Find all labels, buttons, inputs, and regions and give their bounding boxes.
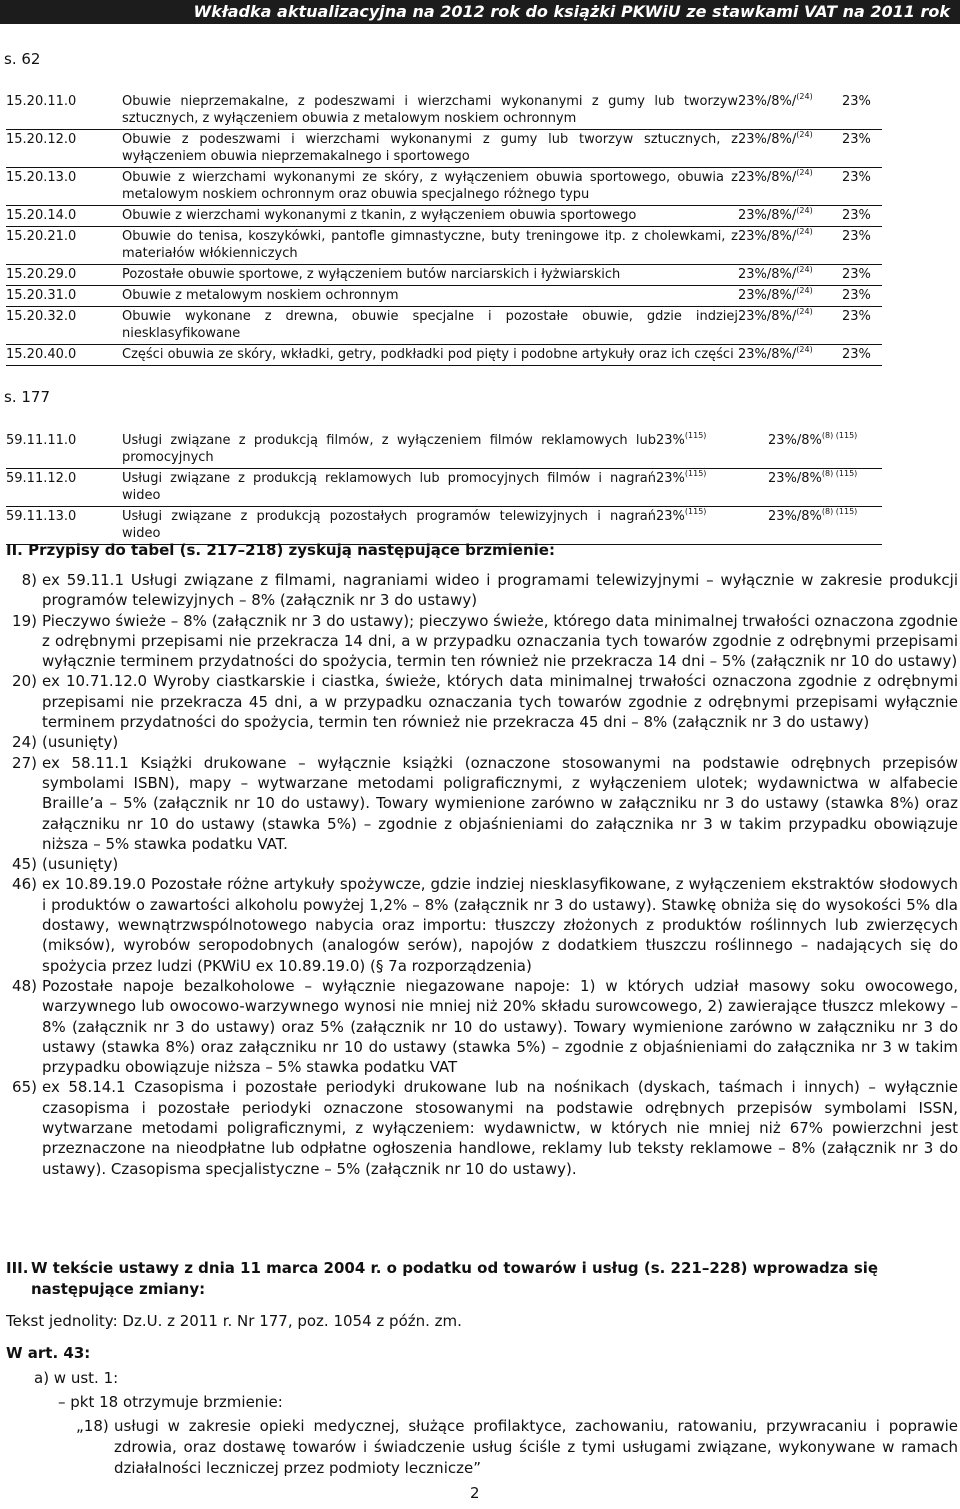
vat-rate-2012 (768, 469, 882, 507)
vat-rate-2011 (738, 286, 842, 307)
vat-rate-2012 (842, 227, 882, 265)
table-row (6, 469, 882, 507)
subsection-a: a) w ust. 1: (34, 1369, 119, 1387)
vat-rate-2011 (738, 227, 842, 265)
running-header: Wkładka aktualizacyjna na 2012 rok do książki PKWiU ze stawkami VAT na 2011 rok (0, 0, 960, 24)
vat-rate-value: 23%/8%/ (738, 229, 797, 244)
footnote (6, 611, 958, 672)
vat-rate-2011 (738, 130, 842, 168)
page-number: 2 (470, 1484, 480, 1502)
vat-rate-2012 (842, 92, 882, 130)
footnote-ref: (24) (796, 168, 813, 177)
vat-rate-2011 (656, 431, 768, 469)
footnote (6, 854, 958, 874)
item-description: Usługi związane z produkcją pozostałych programów telewizyjnych i nagrań wideo (122, 509, 656, 541)
footnote (6, 976, 958, 1077)
vat-rate-2011 (738, 206, 842, 227)
pkwiu-code: 15.20.29.0 (6, 267, 77, 282)
footnote-text: (usunięty) (42, 733, 119, 752)
footnote-ref: (24) (796, 92, 813, 101)
footnote-number: 45) (12, 855, 37, 874)
vat-table-177 (6, 431, 882, 545)
vat-rate-2011 (738, 265, 842, 286)
table-row (6, 130, 882, 168)
pkwiu-code: 15.20.32.0 (6, 309, 77, 324)
vat-rate-value: 23% (656, 471, 685, 486)
footnote-ref: (24) (796, 206, 813, 215)
section-2-title: II. Przypisy do tabel (s. 217–218) zyskują następujące brzmienie: (6, 541, 555, 559)
vat-rate-value: 23%/8%/ (738, 267, 797, 282)
vat-rate-2012 (842, 265, 882, 286)
table-row (6, 345, 882, 366)
item-description: Usługi związane z produkcją filmów, z wyłączeniem filmów reklamowych lub promocyjnych (122, 433, 656, 465)
footnote-ref: (24) (796, 286, 813, 295)
pkwiu-code: 59.11.13.0 (6, 509, 77, 524)
page-ref-62: s. 62 (4, 50, 41, 68)
footnote-text: ex 58.11.1 Książki drukowane – wyłącznie książki (oznaczone stosowanymi na podstawie odrębnych przepisów symbolami ISBN), mapy – wytwarzane metodami poligraficznymi, z wyłączeniem ulotek; wydawnictwa w alfabecie Braille’a – 5% (załącznik nr 10 do ustawy). Towary wymienione zarówno w załączniku nr 3 do ustawy (stawka 8%) oraz załączniku nr 10 do ustawy (stawka 5%) – zgodnie z objaśnieniami do załącznika nr 3 w takim przypadku obowiązuje niższa – 5% stawka podatku VAT. (42, 753, 958, 853)
footnote-number: 24) (12, 733, 37, 752)
footnote-ref: (115) (684, 507, 707, 516)
item-description: Obuwie z wierzchami wykonanymi ze skóry, z wyłączeniem obuwia sportowego, obuwia z metalowym noskiem ochronnym oraz obuwia specjalnego różnego typu (122, 170, 738, 202)
pkwiu-code: 15.20.14.0 (6, 208, 77, 223)
footnote-text: ex 10.89.19.0 Pozostałe różne artykuły spożywcze, gdzie indziej niesklasyfikowane, z wyłączeniem ekstraktów słodowych i produktów o zawartości alkoholu powyżej 1,2% – 8% (załącznik nr 3 do ustawy). Stawkę obniża się do wysokości 5% dla dostawy, wewnątrzwspólnotowego nabycia oraz importu: tłuszczy złożonych z produktów roślinnych lub zwierzęcych (miksów), wyrobów seropodobnych (analogów serów), napojów z dodatkiem tłuszczu roślinnego – nadających się do spożycia przez ludzi (PKWiU ex 10.89.19.0) (§ 7a rozporządzenia) (42, 875, 958, 975)
table-row (6, 286, 882, 307)
vat-rate-2012 (768, 507, 882, 545)
footnote-number: 48) (12, 976, 37, 995)
footnote (6, 671, 958, 732)
footnote-number: 27) (12, 753, 37, 772)
table-row (6, 431, 882, 469)
vat-rate-value: 23% (842, 208, 871, 223)
footnote (6, 732, 958, 752)
vat-rate-2011 (738, 345, 842, 366)
section-3-title: W tekście ustawy z dnia 11 marca 2004 r. o podatku od towarów i usług (s. 221–228) wprowadza się następujące zmiany: (31, 1259, 879, 1298)
vat-rate-value: 23% (842, 288, 871, 303)
footnote-text: Pozostałe napoje bezalkoholowe – wyłącznie niegazowane napoje: 1) w których udział masowy soku owocowego, warzywnego lub owocowo-warzywnego wynosi nie mniej niż 20% składu surowcowego, 2) zawierające tłuszcz mlekowy – 8% (załącznik nr 3 do ustawy) oraz 5% (załącznik nr 10 do ustawy). Towary wymienione zarówno w załączniku nr 3 do ustawy (stawka 8%) oraz załączniku nr 10 do ustawy (stawka 5%) – zgodnie z objaśnieniami do załącznika nr 3 w takim przypadku obowiązuje niższa – 5% stawka podatku VAT (42, 976, 958, 1077)
table-row (6, 507, 882, 545)
vat-rate-2012 (842, 286, 882, 307)
item-description: Obuwie z metalowym noskiem ochronnym (122, 288, 399, 303)
vat-rate-2011 (656, 469, 768, 507)
vat-rate-2012 (842, 307, 882, 345)
footnote-ref: (8) (115) (821, 507, 858, 516)
footnote (6, 570, 958, 611)
footnote (6, 753, 958, 854)
vat-rate-value: 23%/8%/ (738, 309, 797, 324)
vat-rate-2012 (842, 206, 882, 227)
footnote-number: 65) (12, 1078, 37, 1097)
footnotes-list (6, 570, 958, 1179)
vat-rate-2012 (768, 431, 882, 469)
item-description: Pozostałe obuwie sportowe, z wyłączeniem butów narciarskich i łyżwiarskich (122, 267, 621, 282)
footnote-number: 20) (12, 672, 37, 691)
vat-rate-value: 23% (842, 267, 871, 282)
section-3 (6, 1258, 958, 1300)
footnote-ref: (8) (115) (821, 431, 858, 440)
vat-rate-value: 23%/8%/ (738, 132, 797, 147)
vat-rate-value: 23% (842, 170, 871, 185)
vat-rate-value: 23%/8%/ (738, 94, 797, 109)
vat-rate-value: 23% (842, 347, 871, 362)
vat-rate-value: 23%/8% (768, 471, 822, 486)
footnote (6, 1077, 958, 1178)
vat-rate-2011 (738, 92, 842, 130)
footnote-text: ex 58.14.1 Czasopisma i pozostałe periodyki drukowane lub na nośnikach (dyskach, taśmach i innych) – wyłącznie czasopisma i pozostałe periodyki oznaczone stosowanymi na podstawie odrębnych przepisów symbolami ISSN, wytwarzane metodami poligraficznymi, z wyłączeniem: wydawnictw, w których nie mniej niż 67% powierzchni jest przeznaczone na nieodpłatne lub odpłatne ogłoszenia handlowe, reklamy lub teksty reklamowe – 8% (załącznik nr 3 do ustawy). Czasopisma specjalistyczne – 5% (załącznik nr 10 do ustawy). (42, 1078, 958, 1178)
vat-rate-value: 23% (842, 229, 871, 244)
vat-rate-value: 23% (842, 309, 871, 324)
vat-rate-2011 (738, 168, 842, 206)
footnote-ref: (24) (796, 130, 813, 139)
footnote-ref: (24) (796, 307, 813, 316)
footnote-ref: (115) (684, 469, 707, 478)
table-row (6, 92, 882, 130)
footnote-text: Pieczywo świeże – 8% (załącznik nr 3 do ustawy); pieczywo świeże, którego data minimalnej trwałości oznaczona zgodnie z odrębnymi przepisami nie przekracza 14 dni, a w przypadku oznaczania tych towarów zgodnie z odrębnymi przepisami wyłącznie terminem przydatności do spożycia, termin ten również nie przekracza 14 dni – 5% (załącznik nr 10 do ustawy) (42, 611, 958, 671)
pkwiu-code: 15.20.13.0 (6, 170, 77, 185)
vat-rate-value: 23% (656, 433, 685, 448)
footnote-ref: (24) (796, 227, 813, 236)
item-description: Usługi związane z produkcją reklamowych lub promocyjnych filmów i nagrań wideo (122, 471, 656, 503)
quoted-point-18 (76, 1416, 958, 1479)
item-description: Obuwie nieprzemakalne, z podeszwami i wierzchami wykonanymi z gumy lub tworzyw sztucznych, z wyłączeniem obuwia z metalowym noskiem ochronnym (122, 94, 738, 126)
quoted-point-number: „18) (76, 1417, 109, 1435)
vat-rate-value: 23% (842, 94, 871, 109)
item-description: Obuwie z podeszwami i wierzchami wykonanymi z gumy lub tworzyw sztucznych, z wyłączeniem obuwia nieprzemakalnego i sportowego (122, 132, 738, 164)
vat-rate-value: 23%/8%/ (738, 347, 797, 362)
vat-rate-2012 (842, 345, 882, 366)
table-row (6, 307, 882, 345)
footnote-number: 19) (12, 611, 37, 630)
article-heading: W art. 43: (6, 1344, 91, 1362)
item-description: Części obuwia ze skóry, wkładki, getry, podkładki pod pięty i podobne artykuły oraz ich części (122, 347, 734, 362)
vat-rate-value: 23%/8% (768, 433, 822, 448)
footnote-text: ex 59.11.1 Usługi związane z filmami, nagraniami wideo i programami telewizyjnymi – wyłącznie w zakresie produkcji programów telewizyjnych – 8% (załącznik nr 3 do ustawy) (42, 571, 958, 610)
footnote-text: (usunięty) (42, 855, 119, 874)
footnote-number: 8) (21, 571, 37, 589)
quoted-point-text: usługi w zakresie opieki medycznej, służące profilaktyce, zachowaniu, ratowaniu, przywracaniu i poprawie zdrowia, oraz dostawę towarów i świadczenie usług ściśle z tymi usługami związane, wykonywane w ramach działalności leczniczej przez podmioty lecznicze” (114, 1417, 958, 1477)
vat-rate-2012 (842, 168, 882, 206)
vat-rate-value: 23% (842, 132, 871, 147)
table-row (6, 265, 882, 286)
vat-rate-2011 (738, 307, 842, 345)
pkwiu-code: 15.20.31.0 (6, 288, 77, 303)
pkwiu-code: 15.20.12.0 (6, 132, 77, 147)
table-row (6, 206, 882, 227)
vat-rate-value: 23%/8%/ (738, 288, 797, 303)
pkwiu-code: 15.20.40.0 (6, 347, 77, 362)
item-description: Obuwie z wierzchami wykonanymi z tkanin, z wyłączeniem obuwia sportowego (122, 208, 637, 223)
point-18-intro: – pkt 18 otrzymuje brzmienie: (58, 1393, 283, 1411)
table-row (6, 227, 882, 265)
vat-rate-value: 23%/8% (768, 509, 822, 524)
vat-rate-2011 (656, 507, 768, 545)
pkwiu-code: 59.11.12.0 (6, 471, 77, 486)
pkwiu-code: 15.20.11.0 (6, 94, 77, 109)
footnote-ref: (115) (684, 431, 707, 440)
footnote-ref: (8) (115) (821, 469, 858, 478)
section-3-number: III. (6, 1259, 29, 1277)
table-row (6, 168, 882, 206)
footnote-text: ex 10.71.12.0 Wyroby ciastkarskie i ciastka, świeże, których data minimalnej trwałości oznaczona zgodnie z odrębnymi przepisami nie przekracza 45 dni, a w przypadku oznaczania tych towarów zgodnie z odrębnymi przepisami wyłącznie terminem przydatności do spożycia, termin ten również nie przekracza 45 dni – 8% (załącznik nr 3 do ustawy) (42, 672, 958, 732)
footnote-number: 46) (12, 875, 37, 894)
footnote-ref: (24) (796, 345, 813, 354)
pkwiu-code: 59.11.11.0 (6, 433, 77, 448)
vat-rate-value: 23% (656, 509, 685, 524)
footnote-ref: (24) (796, 265, 813, 274)
vat-rate-2012 (842, 130, 882, 168)
pkwiu-code: 15.20.21.0 (6, 229, 77, 244)
vat-rate-value: 23%/8%/ (738, 170, 797, 185)
vat-table-62 (6, 92, 882, 366)
item-description: Obuwie wykonane z drewna, obuwie specjalne i pozostałe obuwie, gdzie indziej niesklasyfikowane (122, 309, 738, 341)
item-description: Obuwie do tenisa, koszykówki, pantofle gimnastyczne, buty treningowe itp. z cholewkami, z materiałów włókienniczych (122, 229, 738, 261)
page-ref-177: s. 177 (4, 388, 50, 406)
vat-rate-value: 23%/8%/ (738, 208, 797, 223)
consolidated-text-ref: Tekst jednolity: Dz.U. z 2011 r. Nr 177, poz. 1054 z późn. zm. (6, 1312, 462, 1330)
footnote (6, 874, 958, 975)
